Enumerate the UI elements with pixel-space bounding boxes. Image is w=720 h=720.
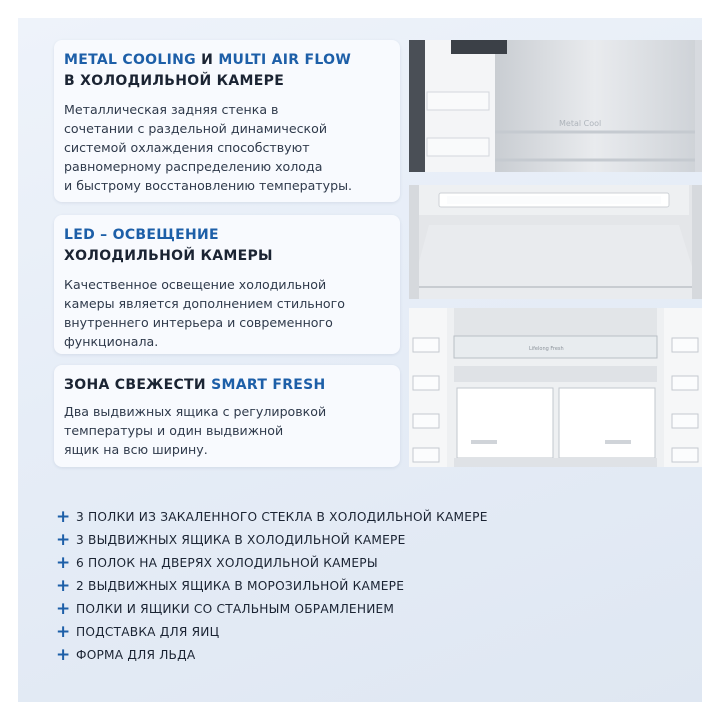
card-description: Два выдвижных ящика с регулировкой температуры и один выдвижной ящик на всю ширину. [64, 404, 327, 457]
list-item [54, 621, 694, 644]
list-item [54, 552, 694, 575]
photo-smart-fresh-drawers [409, 308, 702, 467]
title-accent: METAL COOLING [64, 52, 196, 68]
list-item [54, 575, 694, 598]
title-line2: ХОЛОДИЛЬНОЙ КАМЕРЫ [64, 248, 273, 264]
fridge-interior-illustration [409, 40, 702, 172]
feature-card-smart-fresh [54, 365, 400, 467]
feature-text: 3 ВЫДВИЖНЫХ ЯЩИКА В ХОЛОДИЛЬНОЙ КАМЕРЕ [76, 533, 406, 547]
feature-card-metal-cooling [54, 40, 400, 202]
drawer-label: Lifelong Fresh [529, 346, 564, 352]
plus-icon: + [56, 645, 71, 665]
plus-icon: + [56, 553, 71, 573]
plus-icon: + [56, 530, 71, 550]
feature-text: 3 ПОЛКИ ИЗ ЗАКАЛЕННОГО СТЕКЛА В ХОЛОДИЛЬНОЙ КАМЕРЕ [76, 510, 488, 524]
title-accent: MULTI AIR FLOW [218, 52, 352, 68]
card-description: Металлическая задняя стенка в сочетании с раздельной динамической системой охлаждения способствуют равномерному распределению холода и быстрому восстановлению температуры. [64, 102, 353, 193]
photo-fridge-interior [409, 40, 702, 172]
list-item [54, 506, 694, 529]
list-item [54, 529, 694, 552]
feature-text: ПОЛКИ И ЯЩИКИ СО СТАЛЬНЫМ ОБРАМЛЕНИЕМ [76, 602, 395, 616]
feature-text: 2 ВЫДВИЖНЫХ ЯЩИКА В МОРОЗИЛЬНОЙ КАМЕРЕ [76, 579, 405, 593]
feature-list [54, 506, 694, 667]
card-title [64, 375, 390, 396]
title-accent: LED – ОСВЕЩЕНИЕ [64, 227, 219, 243]
metal-cool-label: Metal Cool [559, 119, 602, 128]
card-description: Качественное освещение холодильной камеры является дополнением стильного внутреннего интерьера и современного функционала. [64, 277, 345, 349]
led-lighting-illustration [409, 185, 702, 299]
plus-icon: + [56, 599, 71, 619]
title-plain: ЗОНА СВЕЖЕСТИ [64, 377, 206, 393]
feature-text: ПОДСТАВКА ДЛЯ ЯИЦ [76, 625, 220, 639]
infographic-frame [18, 18, 702, 702]
list-item [54, 598, 694, 621]
feature-text: 6 ПОЛОК НА ДВЕРЯХ ХОЛОДИЛЬНОЙ КАМЕРЫ [76, 556, 378, 570]
plus-icon: + [56, 507, 71, 527]
title-line2: В ХОЛОДИЛЬНОЙ КАМЕРЕ [64, 73, 285, 89]
card-title [64, 225, 390, 267]
photo-led-lighting [409, 185, 702, 299]
list-item [54, 644, 694, 667]
plus-icon: + [56, 622, 71, 642]
title-accent: SMART FRESH [211, 377, 326, 393]
plus-icon: + [56, 576, 71, 596]
title-joiner: И [201, 52, 214, 68]
drawers-illustration [409, 308, 702, 467]
feature-text: ФОРМА ДЛЯ ЛЬДА [76, 648, 196, 662]
card-title [64, 50, 390, 92]
feature-card-led-lighting [54, 215, 400, 354]
